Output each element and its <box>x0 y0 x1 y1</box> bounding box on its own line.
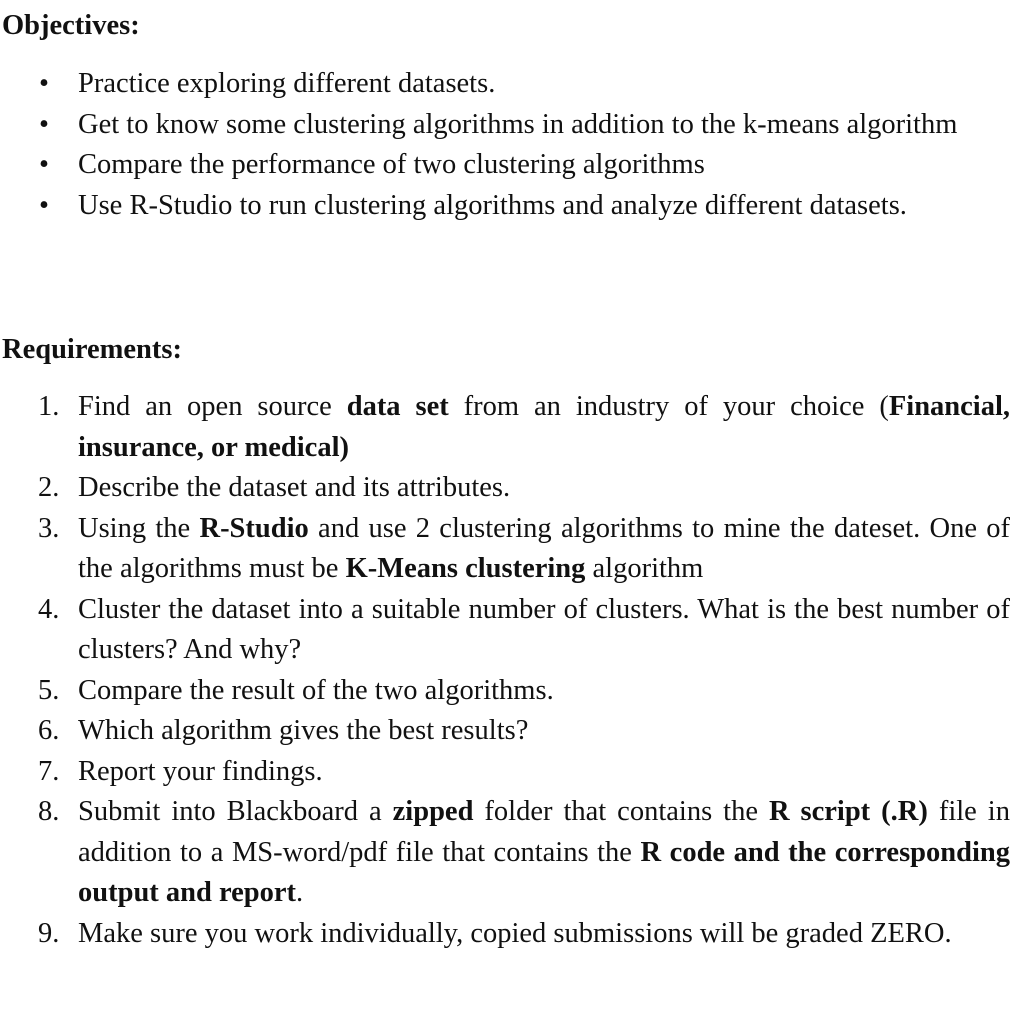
requirement-text: Find an open source <box>78 391 347 422</box>
requirement-item-6 <box>0 711 1010 752</box>
requirement-item-3 <box>0 509 1010 590</box>
bullet-icon: • <box>39 68 49 99</box>
list-number: 9. <box>38 917 60 949</box>
requirement-bold-text: R-Studio <box>199 512 309 544</box>
list-number: 6. <box>38 715 60 746</box>
requirement-bold-text: data set <box>346 391 449 422</box>
bullet-icon: • <box>39 189 49 221</box>
requirement-text: algorithm <box>585 553 704 584</box>
objective-item <box>0 64 1010 105</box>
requirement-text: file in addition to a MS-word/pdf file that contains the <box>78 796 1010 868</box>
requirement-item-2 <box>0 468 1010 509</box>
requirement-text: Report your findings. <box>78 755 323 787</box>
objective-text: Use R-Studio to run clustering algorithms and analyze different datasets. <box>78 189 907 221</box>
list-number: 4. <box>38 593 60 625</box>
list-number: 7. <box>38 755 60 787</box>
requirements-list <box>0 387 1010 954</box>
objective-text: Get to know some clustering algorithms in addition to the k-means algorithm <box>78 108 958 140</box>
requirement-text: . <box>296 877 304 908</box>
requirements-heading: Requirements: <box>2 334 182 365</box>
requirement-item-9 <box>0 914 1010 955</box>
objectives-heading: Objectives: <box>2 10 140 41</box>
objective-text: Compare the performance of two clustering algorithms <box>78 149 705 180</box>
requirement-item-8 <box>0 792 1010 914</box>
requirement-text: Compare the result of the two algorithms. <box>78 674 554 706</box>
requirement-text: Which algorithm gives the best results? <box>78 715 529 746</box>
requirement-text: and use 2 clustering algorithms to mine the dateset. One of the algorithms must be <box>78 512 1010 584</box>
requirement-bold-text: K-Means clustering <box>345 553 586 584</box>
objective-item <box>0 145 1010 186</box>
bullet-icon: • <box>39 149 49 180</box>
requirement-text: Make sure you work individually, copied submissions will be graded ZERO. <box>78 917 952 949</box>
requirement-text: Describe the dataset and its attributes. <box>78 472 511 503</box>
bullet-icon: • <box>39 108 49 140</box>
objectives-list <box>0 64 1010 226</box>
requirement-item-5 <box>0 671 1010 712</box>
list-number: 5. <box>38 674 60 706</box>
requirement-text: Using the <box>78 512 200 544</box>
objective-item <box>0 186 1010 227</box>
objective-text: Practice exploring different datasets. <box>78 68 496 99</box>
objective-item <box>0 105 1010 146</box>
requirement-bold-text: zipped <box>392 796 474 827</box>
requirement-item-7 <box>0 752 1010 793</box>
list-number: 8. <box>38 796 60 827</box>
list-number: 1. <box>38 391 60 422</box>
list-number: 2. <box>38 472 60 503</box>
requirement-item-4 <box>0 590 1010 671</box>
requirement-bold-text: R code and the corresponding output and report <box>78 836 1010 908</box>
requirement-bold-text: Financial, insurance, or medical) <box>78 391 1011 463</box>
requirement-text: from an industry of your choice ( <box>448 391 889 422</box>
requirement-text: folder that contains the <box>473 796 769 827</box>
requirement-bold-text: R script (.R) <box>768 796 928 827</box>
list-number: 3. <box>38 512 60 544</box>
requirement-text: Submit into Blackboard a <box>78 796 393 827</box>
requirement-item-1 <box>0 387 1010 468</box>
requirement-text: Cluster the dataset into a suitable number of clusters. What is the best number of clusters? And why? <box>78 593 1010 665</box>
